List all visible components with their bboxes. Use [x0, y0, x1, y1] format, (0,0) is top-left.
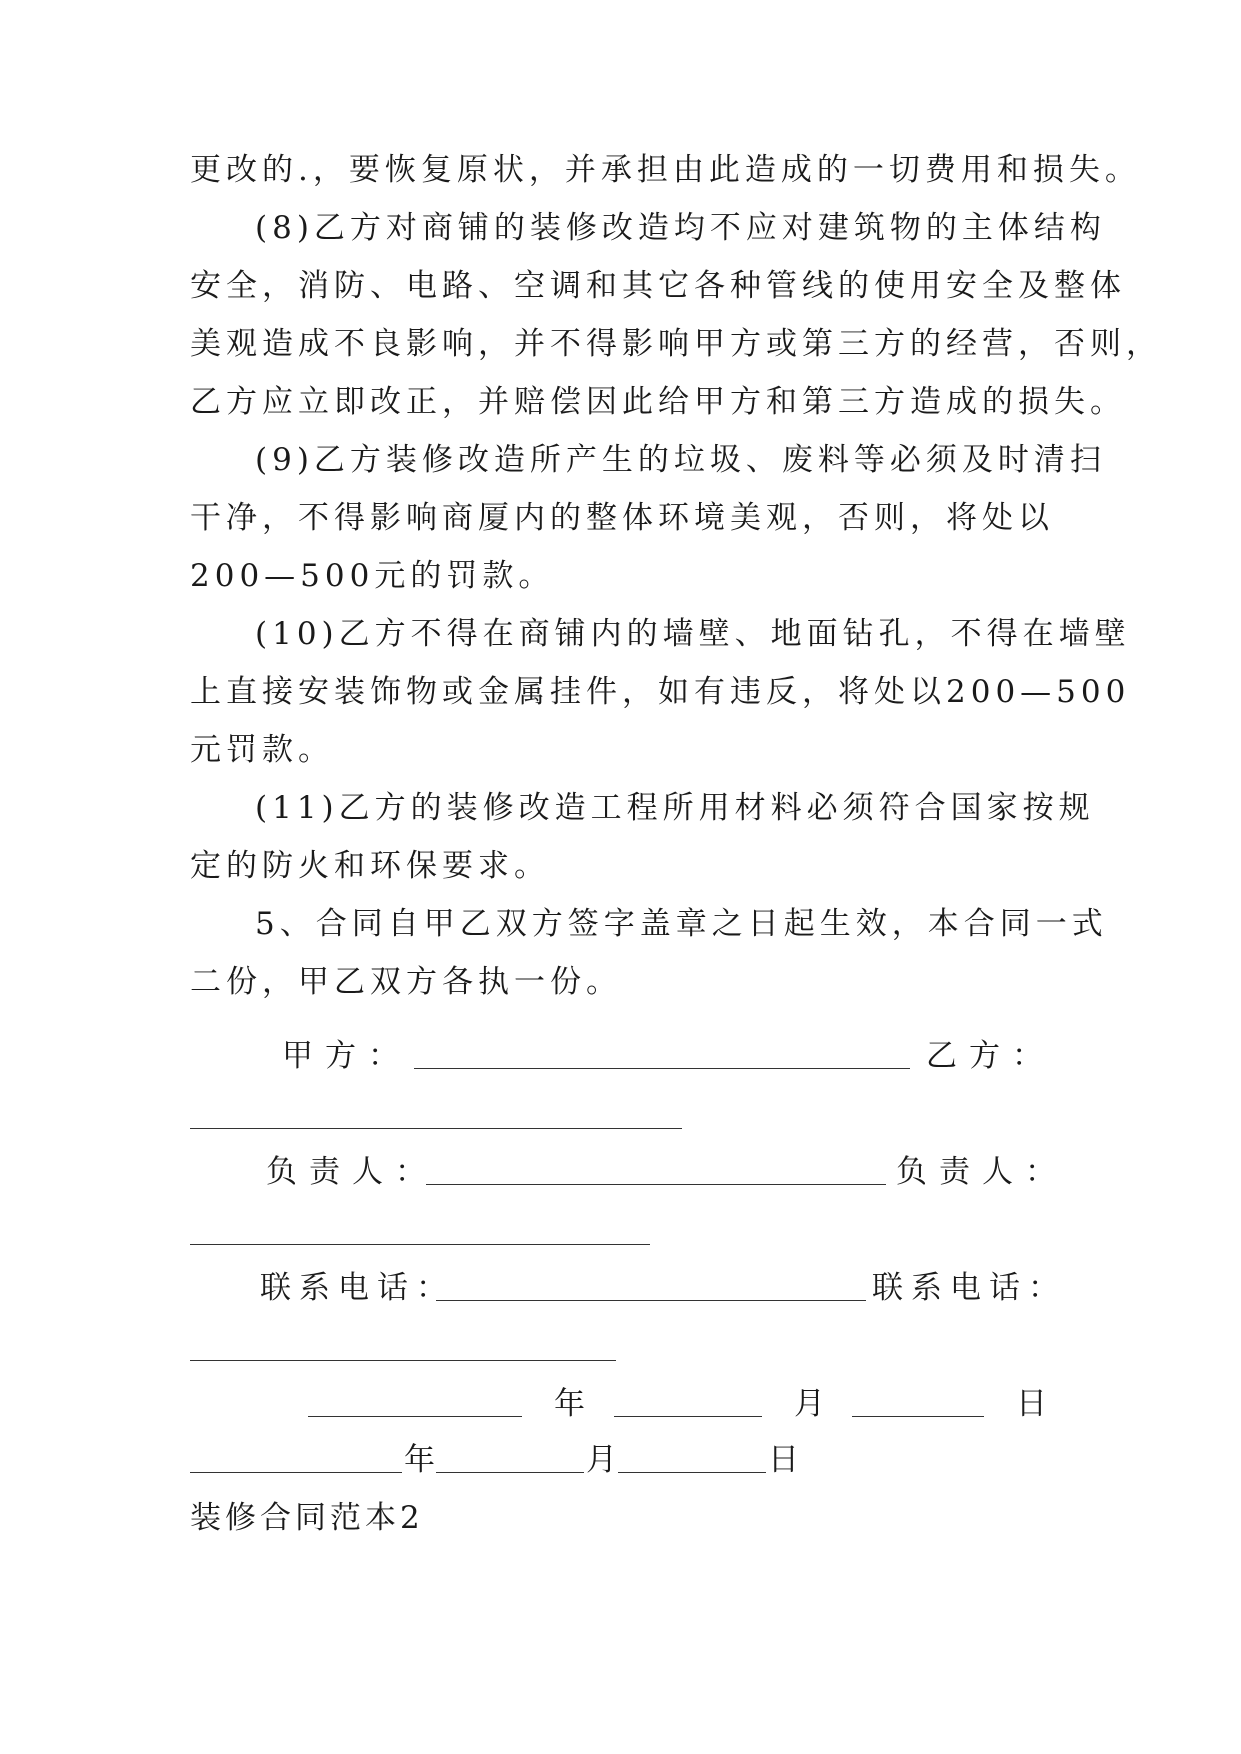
date-b-year-blank [190, 1472, 402, 1473]
date-a-year-label: 年 [554, 1386, 597, 1422]
party-b-label: 乙方： [926, 1038, 1055, 1074]
date-b-year-label: 年 [404, 1442, 447, 1478]
paragraph-line: (11)乙方的装修改造工程所用材料必须符合国家按规 [255, 790, 1095, 826]
paragraph-line: 美观造成不良影响，并不得影响甲方或第三方的经营，否则， [190, 326, 1162, 362]
paragraph-line: 更改的.，要恢复原状，并承担由此造成的一切费用和损失。 [190, 152, 1141, 188]
paragraph-line: 5、合同自甲乙双方签字盖章之日起生效，本合同一式 [255, 906, 1108, 942]
paragraph-line: 乙方应立即改正，并赔偿因此给甲方和第三方造成的损失。 [190, 384, 1126, 420]
paragraph-line: 二份，甲乙双方各执一份。 [190, 964, 622, 1000]
date-a-month-label: 月 [794, 1386, 837, 1422]
paragraph-line: (8)乙方对商铺的装修改造均不应对建筑物的主体结构 [255, 210, 1106, 246]
date-a-day-label: 日 [1016, 1386, 1059, 1422]
paragraph-line: 定的防火和环保要求。 [190, 848, 550, 884]
party-b-blank [190, 1128, 682, 1129]
paragraph-line: 元罚款。 [190, 732, 334, 768]
paragraph-line: (10)乙方不得在商铺内的墙壁、地面钻孔，不得在墙壁 [255, 616, 1131, 652]
phone-b-label: 联系电话： [872, 1270, 1067, 1306]
responsible-a-blank [426, 1184, 886, 1185]
responsible-b-blank [190, 1244, 650, 1245]
paragraph-line: (9)乙方装修改造所产生的垃圾、废料等必须及时清扫 [255, 442, 1106, 478]
paragraph-line: 上直接安装饰物或金属挂件，如有违反，将处以200—500 [190, 674, 1131, 710]
paragraph-line: 安全，消防、电路、空调和其它各种管线的使用安全及整体 [190, 268, 1126, 304]
date-b-month-blank [436, 1472, 584, 1473]
phone-a-blank [436, 1300, 866, 1301]
phone-a-label: 联系电话： [260, 1270, 455, 1306]
party-a-blank [414, 1068, 910, 1069]
phone-b-blank [190, 1360, 616, 1361]
responsible-a-label: 负责人： [266, 1154, 438, 1190]
section-title: 装修合同范本2 [190, 1500, 424, 1536]
date-a-month-blank [614, 1416, 762, 1417]
party-a-label: 甲方： [282, 1038, 411, 1074]
date-b-day-label: 日 [768, 1442, 811, 1478]
paragraph-line: 干净，不得影响商厦内的整体环境美观，否则，将处以 [190, 500, 1054, 536]
paragraph-line: 200—500元的罚款。 [190, 558, 555, 594]
responsible-b-label: 负责人： [896, 1154, 1068, 1190]
date-a-year-blank [308, 1416, 522, 1417]
date-a-day-blank [852, 1416, 984, 1417]
date-b-day-blank [618, 1472, 766, 1473]
date-b-month-label: 月 [586, 1442, 629, 1478]
